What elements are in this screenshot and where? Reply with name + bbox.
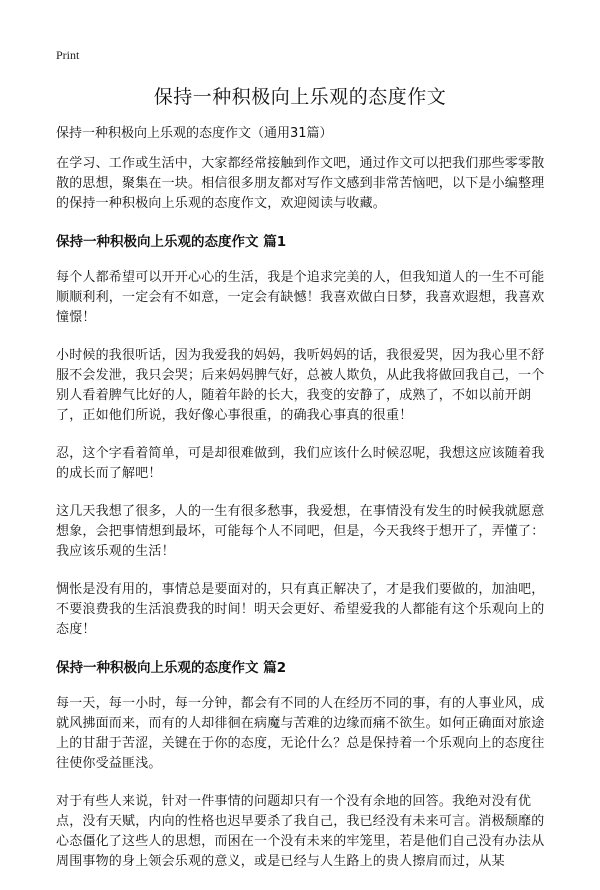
- page-title: 保持一种积极向上乐观的态度作文: [153, 86, 447, 108]
- section-2-paragraph-2: 对于有些人来说，针对一件事情的问题却只有一个没有余地的回答。我绝对没有优点，没有天赋，内向的性格也迟早要杀了我自己，我已经没有未来可言。消极颓靡的心态僵化了这些人的思想，而困在一个没有未来的牢笼里，若是他们自己没有办法从周围事物的身上领会乐观的意义，或是已经与人生路上的贵人擦肩而过，从某: [56, 794, 545, 869]
- section-1-paragraph-4: 这几天我想了很多，人的一生有很多愁事，我爱想，在事情没有发生的时候我就愿意想象，会把事情想到最坏，可能每个人不同吧，但是，今天我终于想开了，弄懂了：我应该乐观的生活！: [56, 504, 545, 559]
- section-1-paragraph-5: 惆怅是没有用的，事情总是要面对的，只有真正解决了，才是我们要做的，加油吧，不要浪费我的生活浪费我的时间！明天会更好、希望爱我的人都能有这个乐观向上的态度！: [56, 582, 545, 637]
- section-1-paragraph-3: 忍，这个字看着简单，可是却很难做到，我们应该什么时候忍呢，我想这应该随着我的成长而了解吧！: [56, 446, 545, 481]
- section-1-paragraph-1: 每个人都希望可以开开心心的生活，我是个追求完美的人，但我知道人的一生不可能顺顺利利，一定会有不如意，一定会有缺憾！我喜欢做白日梦，我喜欢遐想，我喜欢憧憬！: [56, 270, 545, 325]
- print-label[interactable]: Print: [56, 48, 80, 62]
- intro-paragraph: 在学习、工作或生活中，大家都经常接触到作文吧，通过作文可以把我们那些零零散散的思想，聚集在一块。相信很多朋友都对写作文感到非常苦恼吧，以下是小编整理的保持一种积极向上乐观的态度作文，欢迎阅读与收藏。: [56, 156, 545, 211]
- section-heading-2: 保持一种积极向上乐观的态度作文 篇2: [56, 660, 287, 676]
- section-1-paragraph-2: 小时候的我很听话，因为我爱我的妈妈，我听妈妈的话，我很爱哭，因为我心里不舒服不会发泄，我只会哭；后来妈妈脾气好，总被人欺负，从此我将做回我自己，一个别人看着脾气比好的人，随着年龄的长大，我变的安静了，成熟了，不如以前开朗了，正如他们所说，我好像心事很重，的确我心事真的很重！: [56, 348, 545, 423]
- section-heading-1: 保持一种积极向上乐观的态度作文 篇1: [56, 234, 287, 250]
- section-2-paragraph-1: 每一天，每一小时，每一分钟，都会有不同的人在经历不同的事，有的人事业风，成就风拂面而来，而有的人却徘徊在病魔与苦难的边缘而痛不欲生。如何正确面对旅途上的甘甜于苦涩，关键在于你的态度，无论什么？总是保持着一个乐观向上的态度往往使你受益匪浅。: [56, 696, 545, 771]
- article-subtitle: 保持一种积极向上乐观的态度作文（通用31篇）: [56, 126, 333, 141]
- article-body: [56, 124, 546, 890]
